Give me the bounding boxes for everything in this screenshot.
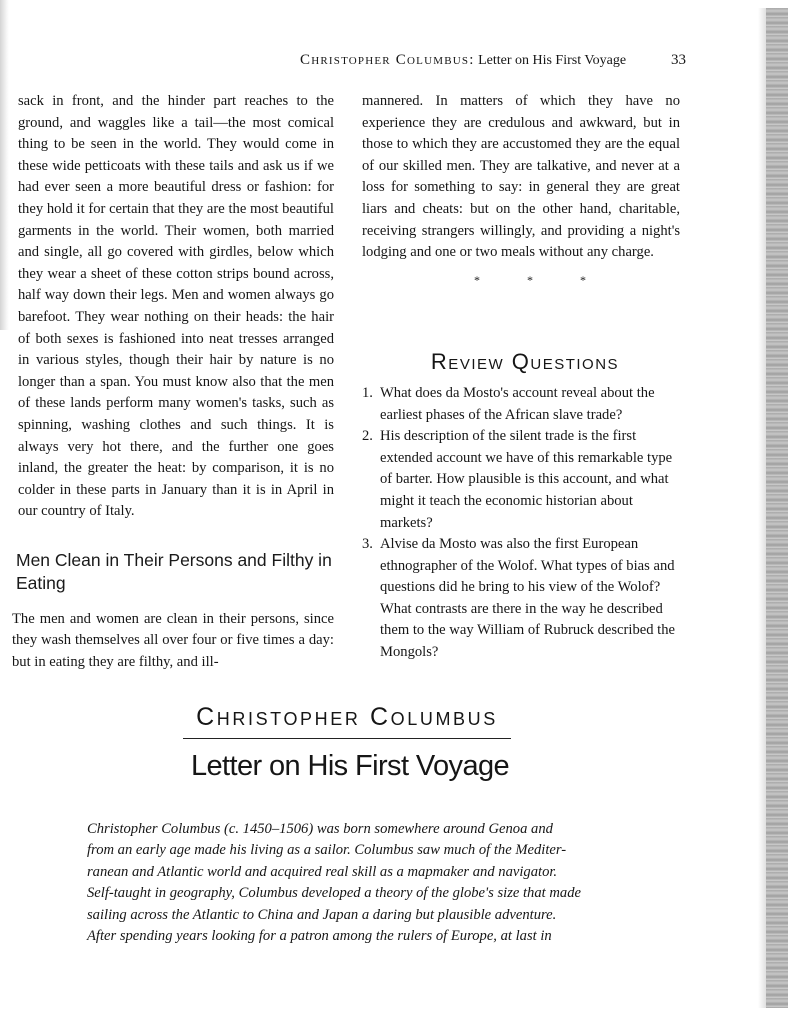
- review-questions-heading: Review Questions: [430, 349, 620, 375]
- intro-line: sailing across the Atlantic to China and Japan a daring but plausible adventure.: [87, 906, 557, 923]
- work-title: Letter on His First Voyage: [190, 750, 510, 782]
- intro-line: After spending years looking for a patron among the rulers of Europe, at last in: [87, 928, 552, 945]
- question-text: Alvise da Mosto was also the first European ethnographer of the Wolof. What types of bias and questions did he bring to his view of the Wolof? What contrasts are there in the way he described them to the way William of Rubruck described the Mongols?: [380, 536, 675, 661]
- question-number: 1.: [362, 384, 373, 401]
- question-text: His description of the silent trade is the first extended account we have of this remarkable type of barter. How plausible is this account, and what might it teach the economic historian about markets?: [380, 428, 673, 531]
- running-head-author: Christopher Columbus:: [300, 52, 475, 68]
- question-number: 2.: [362, 428, 373, 445]
- author-heading: Christopher Columbus: [183, 703, 511, 739]
- section-subheading: Men Clean in Their Persons and Filthy in Eating: [16, 549, 332, 593]
- running-head: [300, 52, 690, 69]
- scan-shadow-left: [0, 0, 9, 330]
- right-column: [362, 91, 680, 664]
- intro-line: Self-taught in geography, Columbus developed a theory of the globe's size that made: [87, 885, 581, 902]
- page-number: 33: [671, 52, 686, 68]
- list-item: [362, 426, 680, 534]
- list-item: [362, 534, 680, 664]
- running-head-title: Letter on His First Voyage: [478, 53, 627, 68]
- intro-paragraph: [87, 819, 607, 947]
- intro-line: Christopher Columbus (c. 1450–1506) was born somewhere around Genoa and: [87, 821, 553, 837]
- question-text: What does da Mosto's account reveal about the earliest phases of the African slave trade?: [380, 384, 655, 423]
- body-paragraph: sack in front, and the hinder part reaches to the ground, and waggles like a tail—the most comical thing to be seen in the world. They would come in these wide petticoats with these tails and ask us if we had ever seen a more beautiful dress or fashion: for they hold it for certain that they are the most beautiful garments in the world. Their women, both married and single, all go covered with girdles, below which they wear a sheet of these cotton strips bound across, half way down their legs. Men and women always go barefoot. They wear nothing on their heads: the hair of both sexes is fashioned into neat tresses arranged in various styles, though their hair by nature is no longer than a span. You must know also that the men of these lands perform many women's tasks, such as spinning, washing clothes and such things. It is always very hot there, and the further one goes inland, the greater the heat: by comparison, it is no colder in these parts in January than it is in April in our country of Italy.: [18, 93, 334, 520]
- question-number: 3.: [362, 536, 373, 553]
- scan-binding-edge: [766, 8, 788, 1008]
- section-break: * * *: [474, 272, 608, 287]
- intro-line: ranean and Atlantic world and acquired real skill as a mapmaker and navigator.: [87, 863, 558, 880]
- left-column: [12, 91, 334, 674]
- review-questions-list: [362, 383, 680, 664]
- list-item: [362, 383, 680, 426]
- intro-line: from an early age made his living as a sailor. Columbus saw much of the Mediter-: [87, 842, 567, 859]
- body-paragraph: The men and women are clean in their persons, since they wash themselves all over four or five times a day: but in eating they are filthy, and ill-: [12, 610, 334, 671]
- body-paragraph: mannered. In matters of which they have no experience they are credulous and awkward, but in those to which they are accustomed they are the equal of our skilled men. They are talkative, and never at a loss for something to say: in general they are great liars and cheats: but on the other hand, charitable, receiving strangers willingly, and providing a night's lodging and one or two meals without any charge.: [362, 93, 680, 261]
